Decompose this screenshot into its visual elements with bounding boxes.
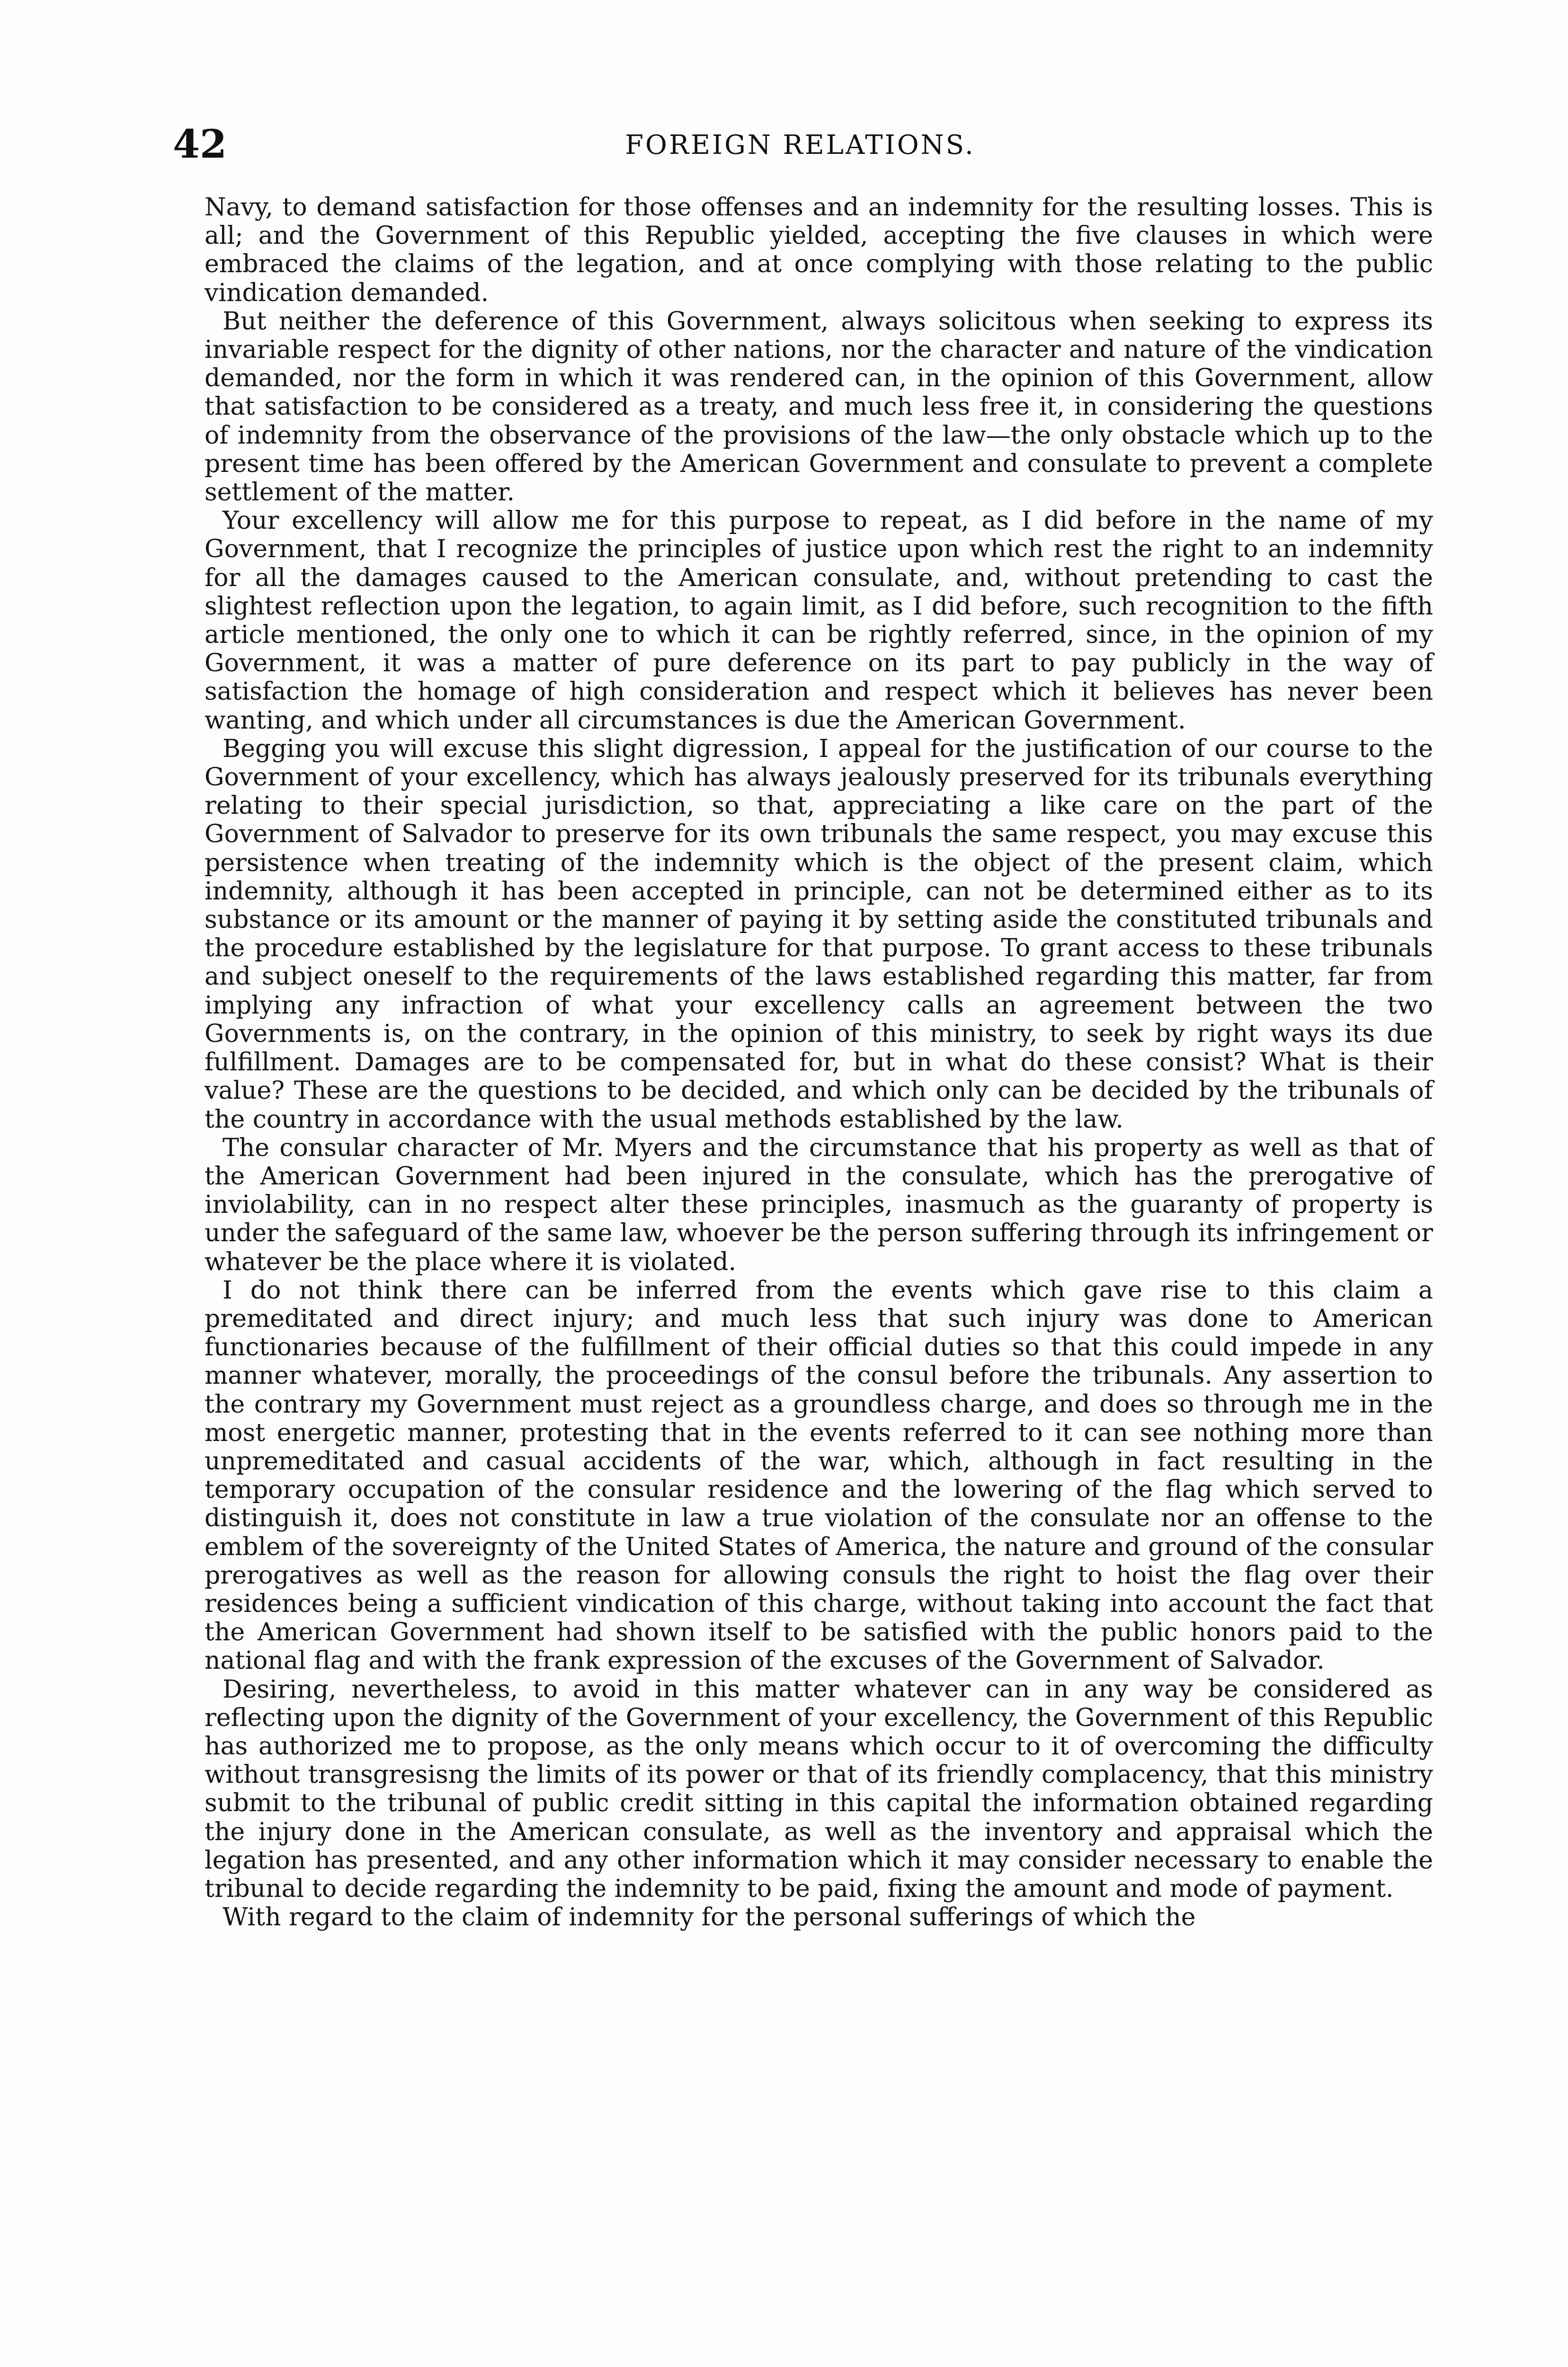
page-number: 42 (173, 122, 227, 167)
page-header (173, 121, 1427, 173)
paragraph-3: Your excellency will allow me for this purpose to repeat, as I did before in the name of my Government, that I recognize the principles of justice upon which rest the right to an indemnity for all the damages caused to the American consulate, and, without pretending to cast the slightest reflection upon the legation, to again limit, as I did before, such recognition to the fifth article mentioned, the only one to which it can be rightly referred, since, in the opinion of my Government, it was a matter of pure deference on its part to pay publicly in the way of satisfaction the homage of high consideration and respect which it believes has never been wanting, and which under all circumstances is due the American Government. (205, 507, 1433, 735)
paragraph-4: Begging you will excuse this slight digression, I appeal for the justification of our course to the Government of your excellency, which has always jealously preserved for its tribunals everything relating to their special jurisdiction, so that, appreciating a like care on the part of the Government of Salvador to preserve for its own tribunals the same respect, you may excuse this persistence when treating of the indemnity which is the object of the present claim, which indemnity, although it has been accepted in principle, can not be determined either as to its substance or its amount or the manner of paying it by setting aside the constituted tribunals and the procedure established by the legislature for that purpose. To grant access to these tribunals and subject oneself to the requirements of the laws established regarding this matter, far from implying any infraction of what your excellency calls an agreement between the two Governments is, on the contrary, in the opinion of this ministry, to seek by right ways its due fulfillment. Damages are to be compensated for, but in what do these consist? What is their value? These are the questions to be decided, and which only can be decided by the tribunals of the country in accordance with the usual methods established by the law. (205, 734, 1433, 1134)
paragraph-8: With regard to the claim of indemnity for the personal sufferings of which the (223, 1903, 1196, 1932)
paragraph-7: Desiring, nevertheless, to avoid in this matter whatever can in any way be considered as reflecting upon the dignity of the Government of your excellency, the Government of this Republic has authorized me to propose, as the only means which occur to it of overcoming the difficulty without transgresisng the limits of its power or that of its friendly complacency, that this ministry submit to the tribunal of public credit sitting in this capital the information obtained regarding the injury done in the American consulate, as well as the inventory and appraisal which the legation has presented, and any other information which it may consider necessary to enable the tribunal to decide regarding the indemnity to be paid, fixing the amount and mode of payment. (205, 1675, 1433, 1903)
paragraph-1: Navy, to demand satisfaction for those offenses and an indemnity for the resulting losses. This is all; and the Government of this Republic yielded, accepting the five clauses in which were embraced the claims of the legation, and at once complying with those relating to the public vindication demanded. (205, 193, 1433, 307)
paragraph-6: I do not think there can be inferred from the events which gave rise to this claim a premeditated and direct injury; and much less that such injury was done to American functionaries because of the fulfillment of their official duties so that this could impede in any manner whatever, morally, the proceedings of the consul before the tribunals. Any assertion to the contrary my Government must reject as a groundless charge, and does so through me in the most energetic manner, protesting that in the events referred to it can see nothing more than unpremeditated and casual accidents of the war, which, although in fact resulting in the temporary occupation of the consular residence and the lowering of the flag which served to distinguish it, does not constitute in law a true violation of the consulate nor an offense to the emblem of the sovereignty of the United States of America, the nature and ground of the consular prerogatives as well as the reason for allowing consuls the right to hoist the flag over their residences being a sufficient vindication of this charge, without taking into account the fact that the American Government had shown itself to be satisfied with the public honors paid to the national flag and with the frank expression of the excuses of the Government of Salvador. (205, 1276, 1433, 1675)
running-head: FOREIGN RELATIONS. (625, 130, 975, 160)
paragraph-2: But neither the deference of this Government, always solicitous when seeking to express its invariable respect for the dignity of other nations, nor the character and nature of the vindication demanded, nor the form in which it was rendered can, in the opinion of this Government, allow that satisfaction to be considered as a treaty, and much less free it, in considering the questions of indemnity from the observance of the provisions of the law—the only obstacle which up to the present time has been offered by the American Government and consulate to prevent a complete settlement of the matter. (205, 307, 1433, 507)
paragraph-5: The consular character of Mr. Myers and the circumstance that his property as well as that of the American Government had been injured in the consulate, which has the prerogative of inviolability, can in no respect alter these principles, inasmuch as the guaranty of property is under the safeguard of the same law, whoever be the person suffering through its infringement or whatever be the place where it is violated. (205, 1133, 1433, 1276)
body-text (205, 193, 1433, 1931)
